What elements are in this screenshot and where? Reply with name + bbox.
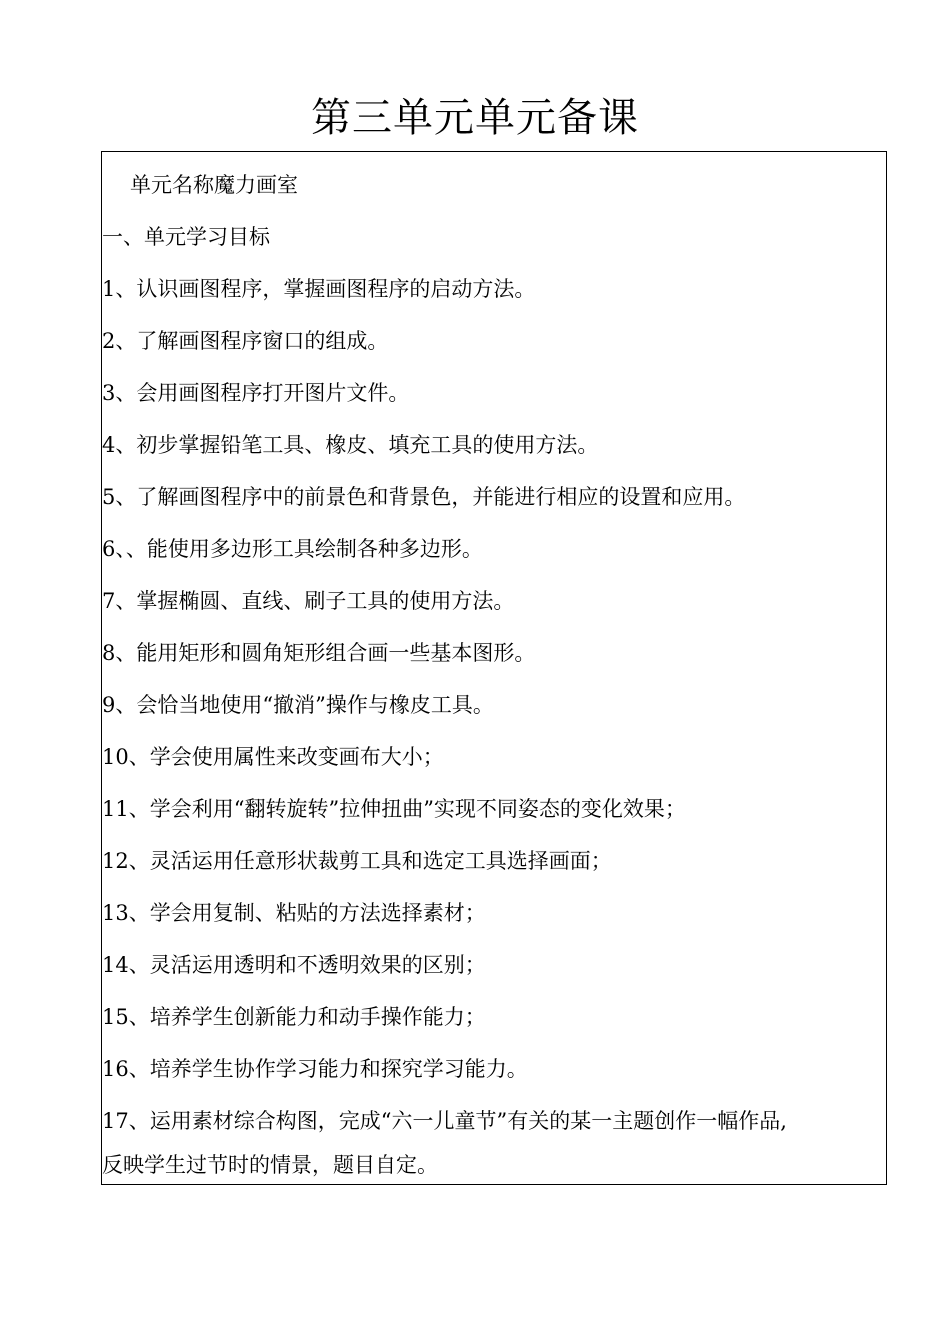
objective-item: 2、了解画图程序窗口的组成。 [102,329,389,353]
objective-item: 10、学会使用属性来改变画布大小； [102,745,444,769]
objective-item: 15、培养学生创新能力和动手操作能力； [102,1005,486,1029]
objective-item: 17、运用素材综合构图，完成“六一儿童节”有关的某一主题创作一幅作品, [102,1109,787,1133]
objective-item: 7、掌握椭圆、直线、刷子工具的使用方法。 [102,589,515,613]
objective-item-continuation: 反映学生过节时的情景，题目自定。 [102,1153,438,1177]
objective-item: 12、灵活运用任意形状裁剪工具和选定工具选择画面； [102,849,612,873]
unit-plan-box [101,151,887,1185]
objective-item: 8、能用矩形和圆角矩形组合画一些基本图形。 [102,641,536,665]
page-title: 第三单元单元备课 [311,95,639,141]
objective-item: 14、灵活运用透明和不透明效果的区别； [102,953,486,977]
objective-item: 11、学会利用“翻转旋转”拉伸扭曲”实现不同姿态的变化效果； [102,797,686,821]
unit-name: 单元名称魔力画室 [130,173,298,197]
objective-item: 9、会恰当地使用“撤消”操作与橡皮工具。 [102,693,494,717]
objective-item: 1、认识画图程序，掌握画图程序的启动方法。 [102,277,536,301]
objective-item: 4、初步掌握铅笔工具、橡皮、填充工具的使用方法。 [102,433,599,457]
objective-item: 16、培养学生协作学习能力和探究学习能力。 [102,1057,528,1081]
objective-item: 3、会用画图程序打开图片文件。 [102,381,410,405]
objective-item: 6、、能使用多边形工具绘制各种多边形。 [102,537,483,561]
section-heading: 一、单元学习目标 [102,225,270,249]
objective-item: 13、学会用复制、粘贴的方法选择素材； [102,901,486,925]
objective-item: 5、了解画图程序中的前景色和背景色，并能进行相应的设置和应用。 [102,485,746,509]
